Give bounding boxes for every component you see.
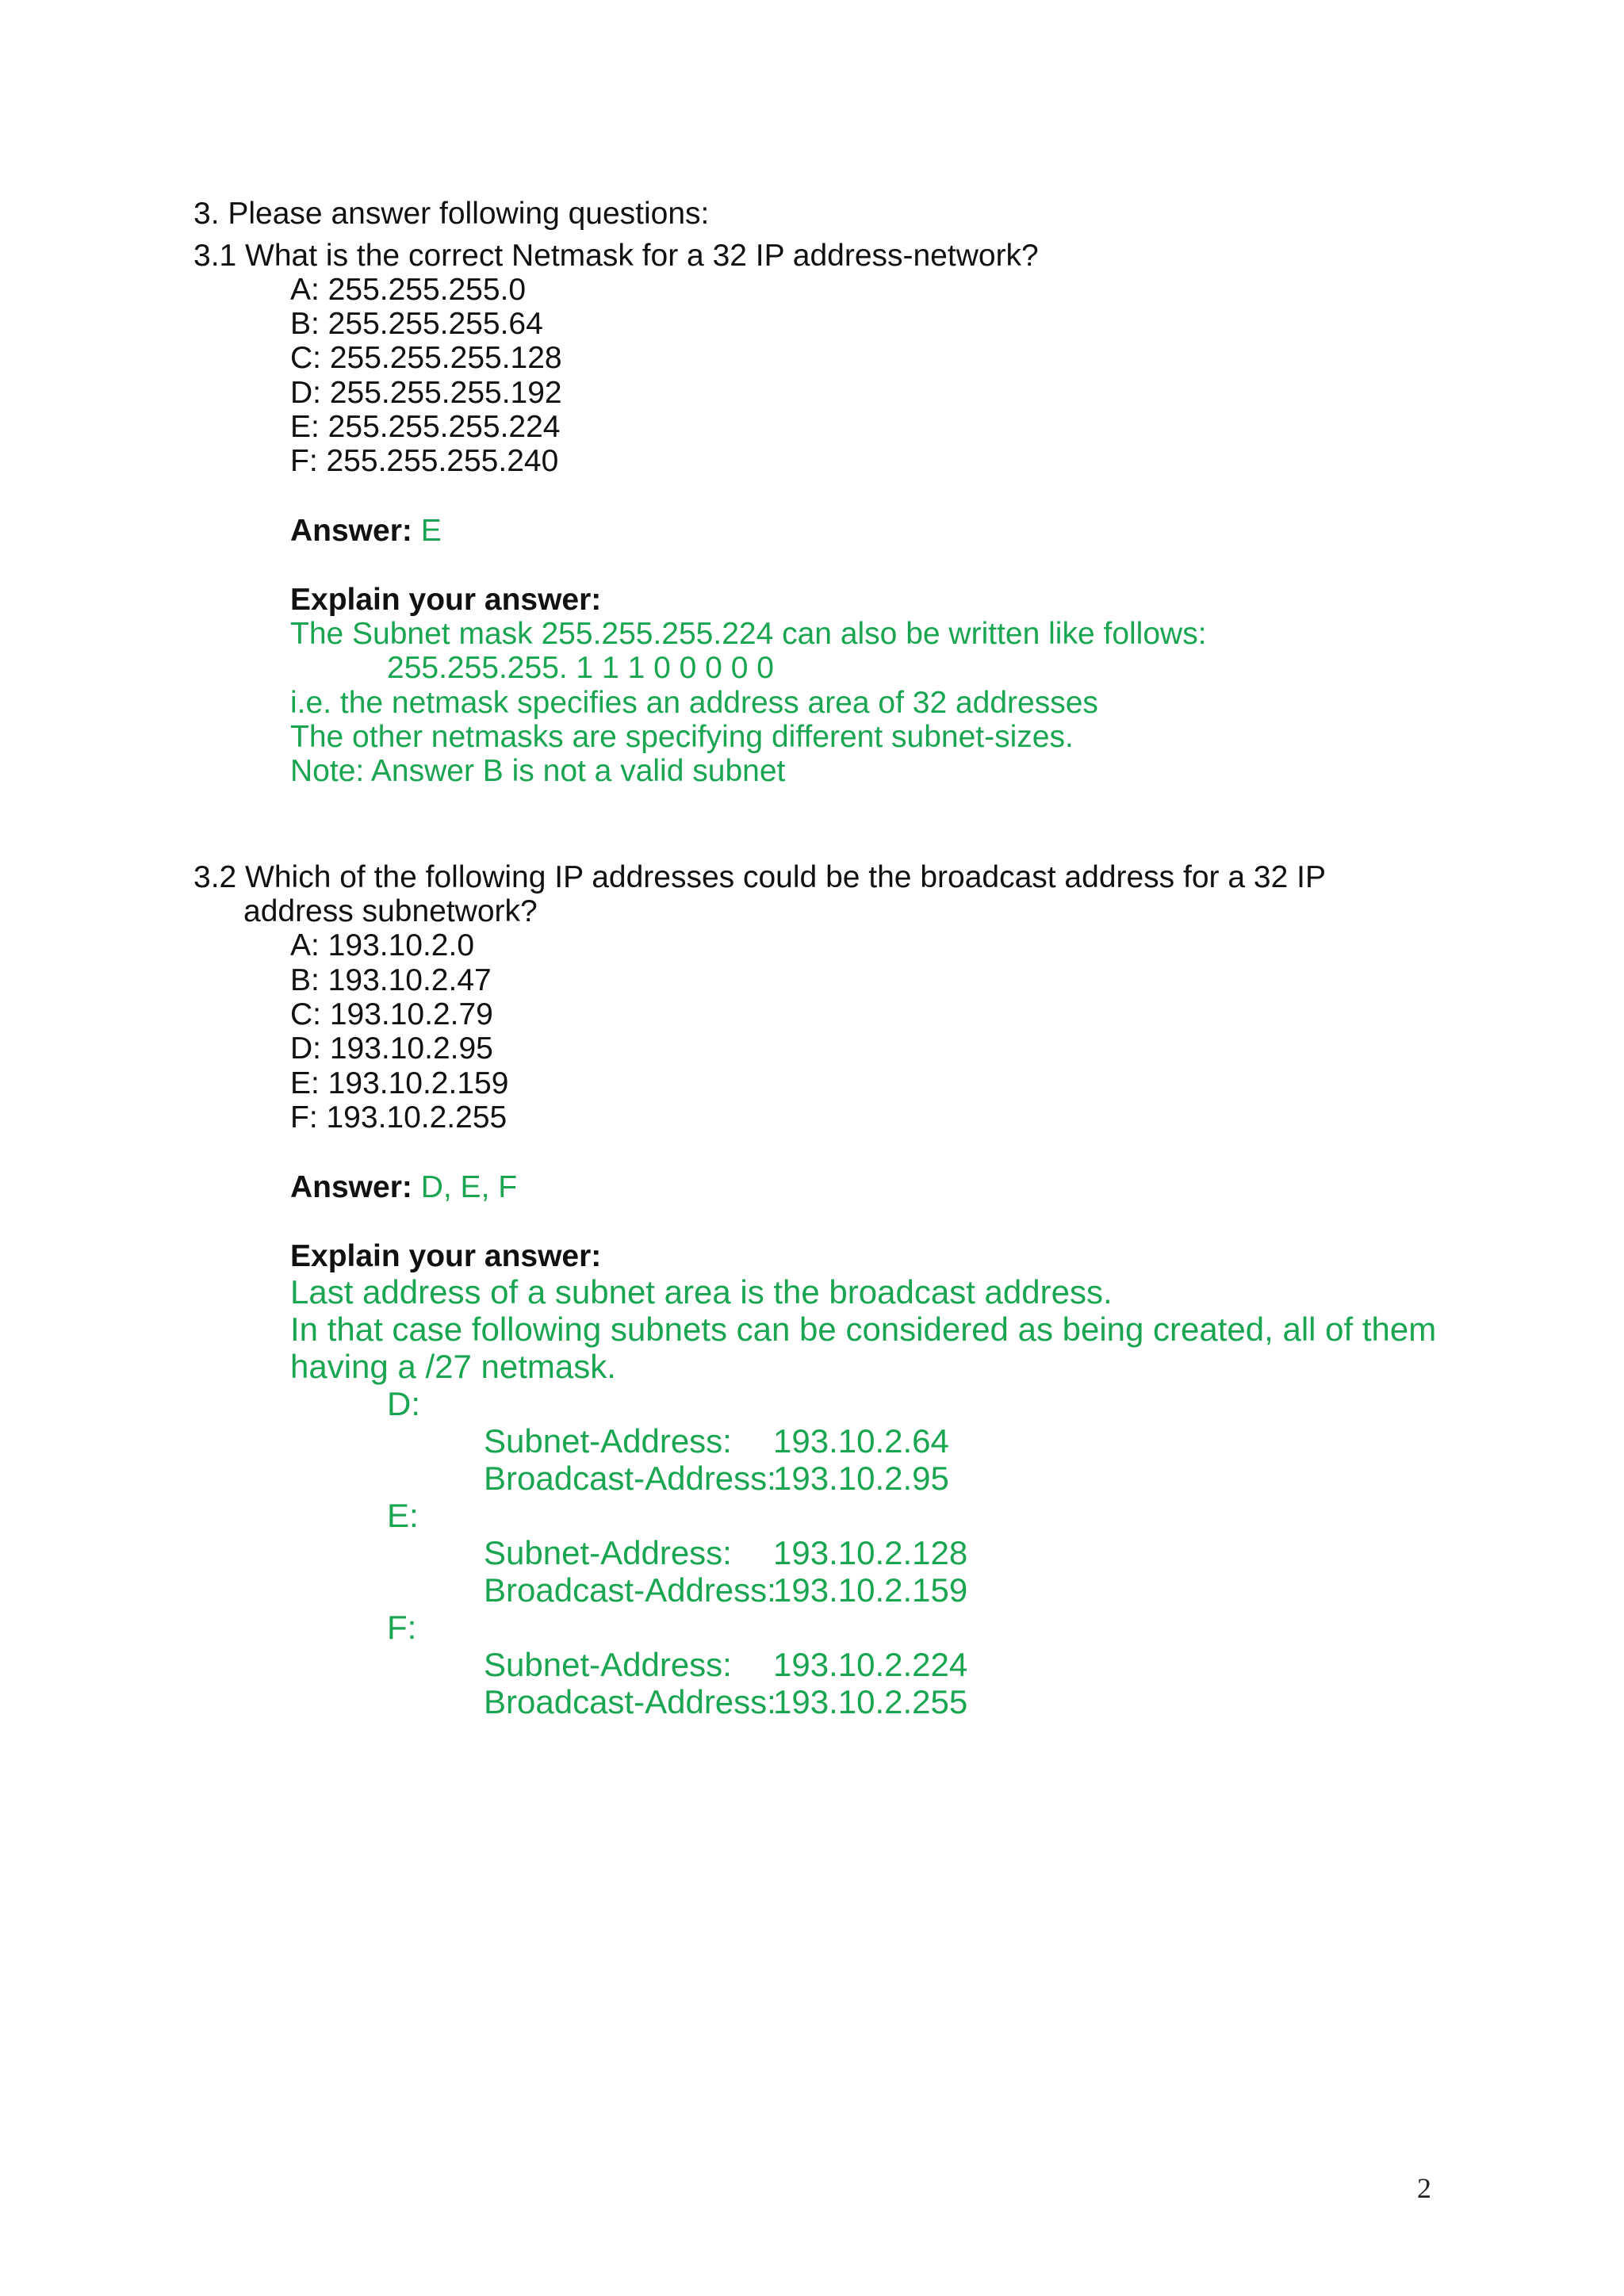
q1-answer (290, 515, 442, 546)
question-3-2-continued: address subnetwork? (243, 894, 538, 928)
q1-answer-label: Answer: (290, 514, 412, 548)
subnet-f-address-label: Subnet-Address: (484, 1646, 732, 1683)
q1-answer-value: E (420, 514, 442, 548)
q1-explain-label: Explain your answer: (290, 583, 602, 617)
subnet-e-broadcast-label: Broadcast-Address: (484, 1571, 776, 1609)
subnet-e-letter: E: (387, 1497, 419, 1534)
subnet-f-address-value: 193.10.2.224 (773, 1646, 968, 1683)
q2-explain-label: Explain your answer: (290, 1239, 602, 1273)
subnet-d-letter: D: (387, 1385, 420, 1422)
q1-option-e: E: 255.255.255.224 (290, 410, 561, 444)
q2-option-f: F: 193.10.2.255 (290, 1100, 508, 1135)
question-3-1: 3.1 What is the correct Netmask for a 32 IP address-network? (193, 239, 1039, 273)
q1-explain-line: i.e. the netmask specifies an address area of 32 addresses (290, 686, 1098, 720)
q2-option-d: D: 193.10.2.95 (290, 1031, 493, 1066)
page-number: 2 (1417, 2172, 1431, 2204)
q2-answer (290, 1172, 517, 1203)
subnet-f-broadcast-label: Broadcast-Address: (484, 1683, 776, 1720)
q2-option-a: A: 193.10.2.0 (290, 928, 475, 962)
q1-explain-note: Note: Answer B is not a valid subnet (290, 754, 786, 788)
q1-explain-line: The other netmasks are specifying different subnet-sizes. (290, 720, 1074, 754)
q1-option-d: D: 255.255.255.192 (290, 376, 562, 410)
question-3-2: 3.2 Which of the following IP addresses could be the broadcast address for a 32 IP (193, 860, 1326, 894)
subnet-f-letter: F: (387, 1609, 417, 1646)
q2-explain-line: In that case following subnets can be considered as being created, all of them (290, 1311, 1437, 1348)
subnet-d-broadcast-value: 193.10.2.95 (773, 1460, 949, 1497)
q1-option-b: B: 255.255.255.64 (290, 307, 543, 341)
q2-option-b: B: 193.10.2.47 (290, 963, 492, 997)
q1-option-f: F: 255.255.255.240 (290, 444, 559, 478)
subnet-f-broadcast-value: 193.10.2.255 (773, 1683, 968, 1720)
q2-answer-label: Answer: (290, 1170, 412, 1204)
subnet-e-address-value: 193.10.2.128 (773, 1534, 968, 1571)
q2-answer-value: D, E, F (420, 1170, 518, 1204)
subnet-d-broadcast-label: Broadcast-Address: (484, 1460, 776, 1497)
q1-explain-line: The Subnet mask 255.255.255.224 can also be written like follows: (290, 617, 1207, 651)
q2-explain-line: having a /27 netmask. (290, 1348, 616, 1385)
subnet-d-address-value: 193.10.2.64 (773, 1422, 949, 1460)
q2-option-c: C: 193.10.2.79 (290, 997, 493, 1031)
q1-option-a: A: 255.255.255.0 (290, 273, 527, 307)
q1-explain-binary: 255.255.255. 1 1 1 0 0 0 0 0 (387, 651, 774, 685)
q1-option-c: C: 255.255.255.128 (290, 341, 562, 375)
q2-option-e: E: 193.10.2.159 (290, 1066, 509, 1100)
subnet-e-address-label: Subnet-Address: (484, 1534, 732, 1571)
subnet-e-broadcast-value: 193.10.2.159 (773, 1571, 968, 1609)
subnet-d-address-label: Subnet-Address: (484, 1422, 732, 1460)
section-heading: 3. Please answer following questions: (193, 197, 710, 231)
q2-explain-line: Last address of a subnet area is the broadcast address. (290, 1273, 1113, 1311)
